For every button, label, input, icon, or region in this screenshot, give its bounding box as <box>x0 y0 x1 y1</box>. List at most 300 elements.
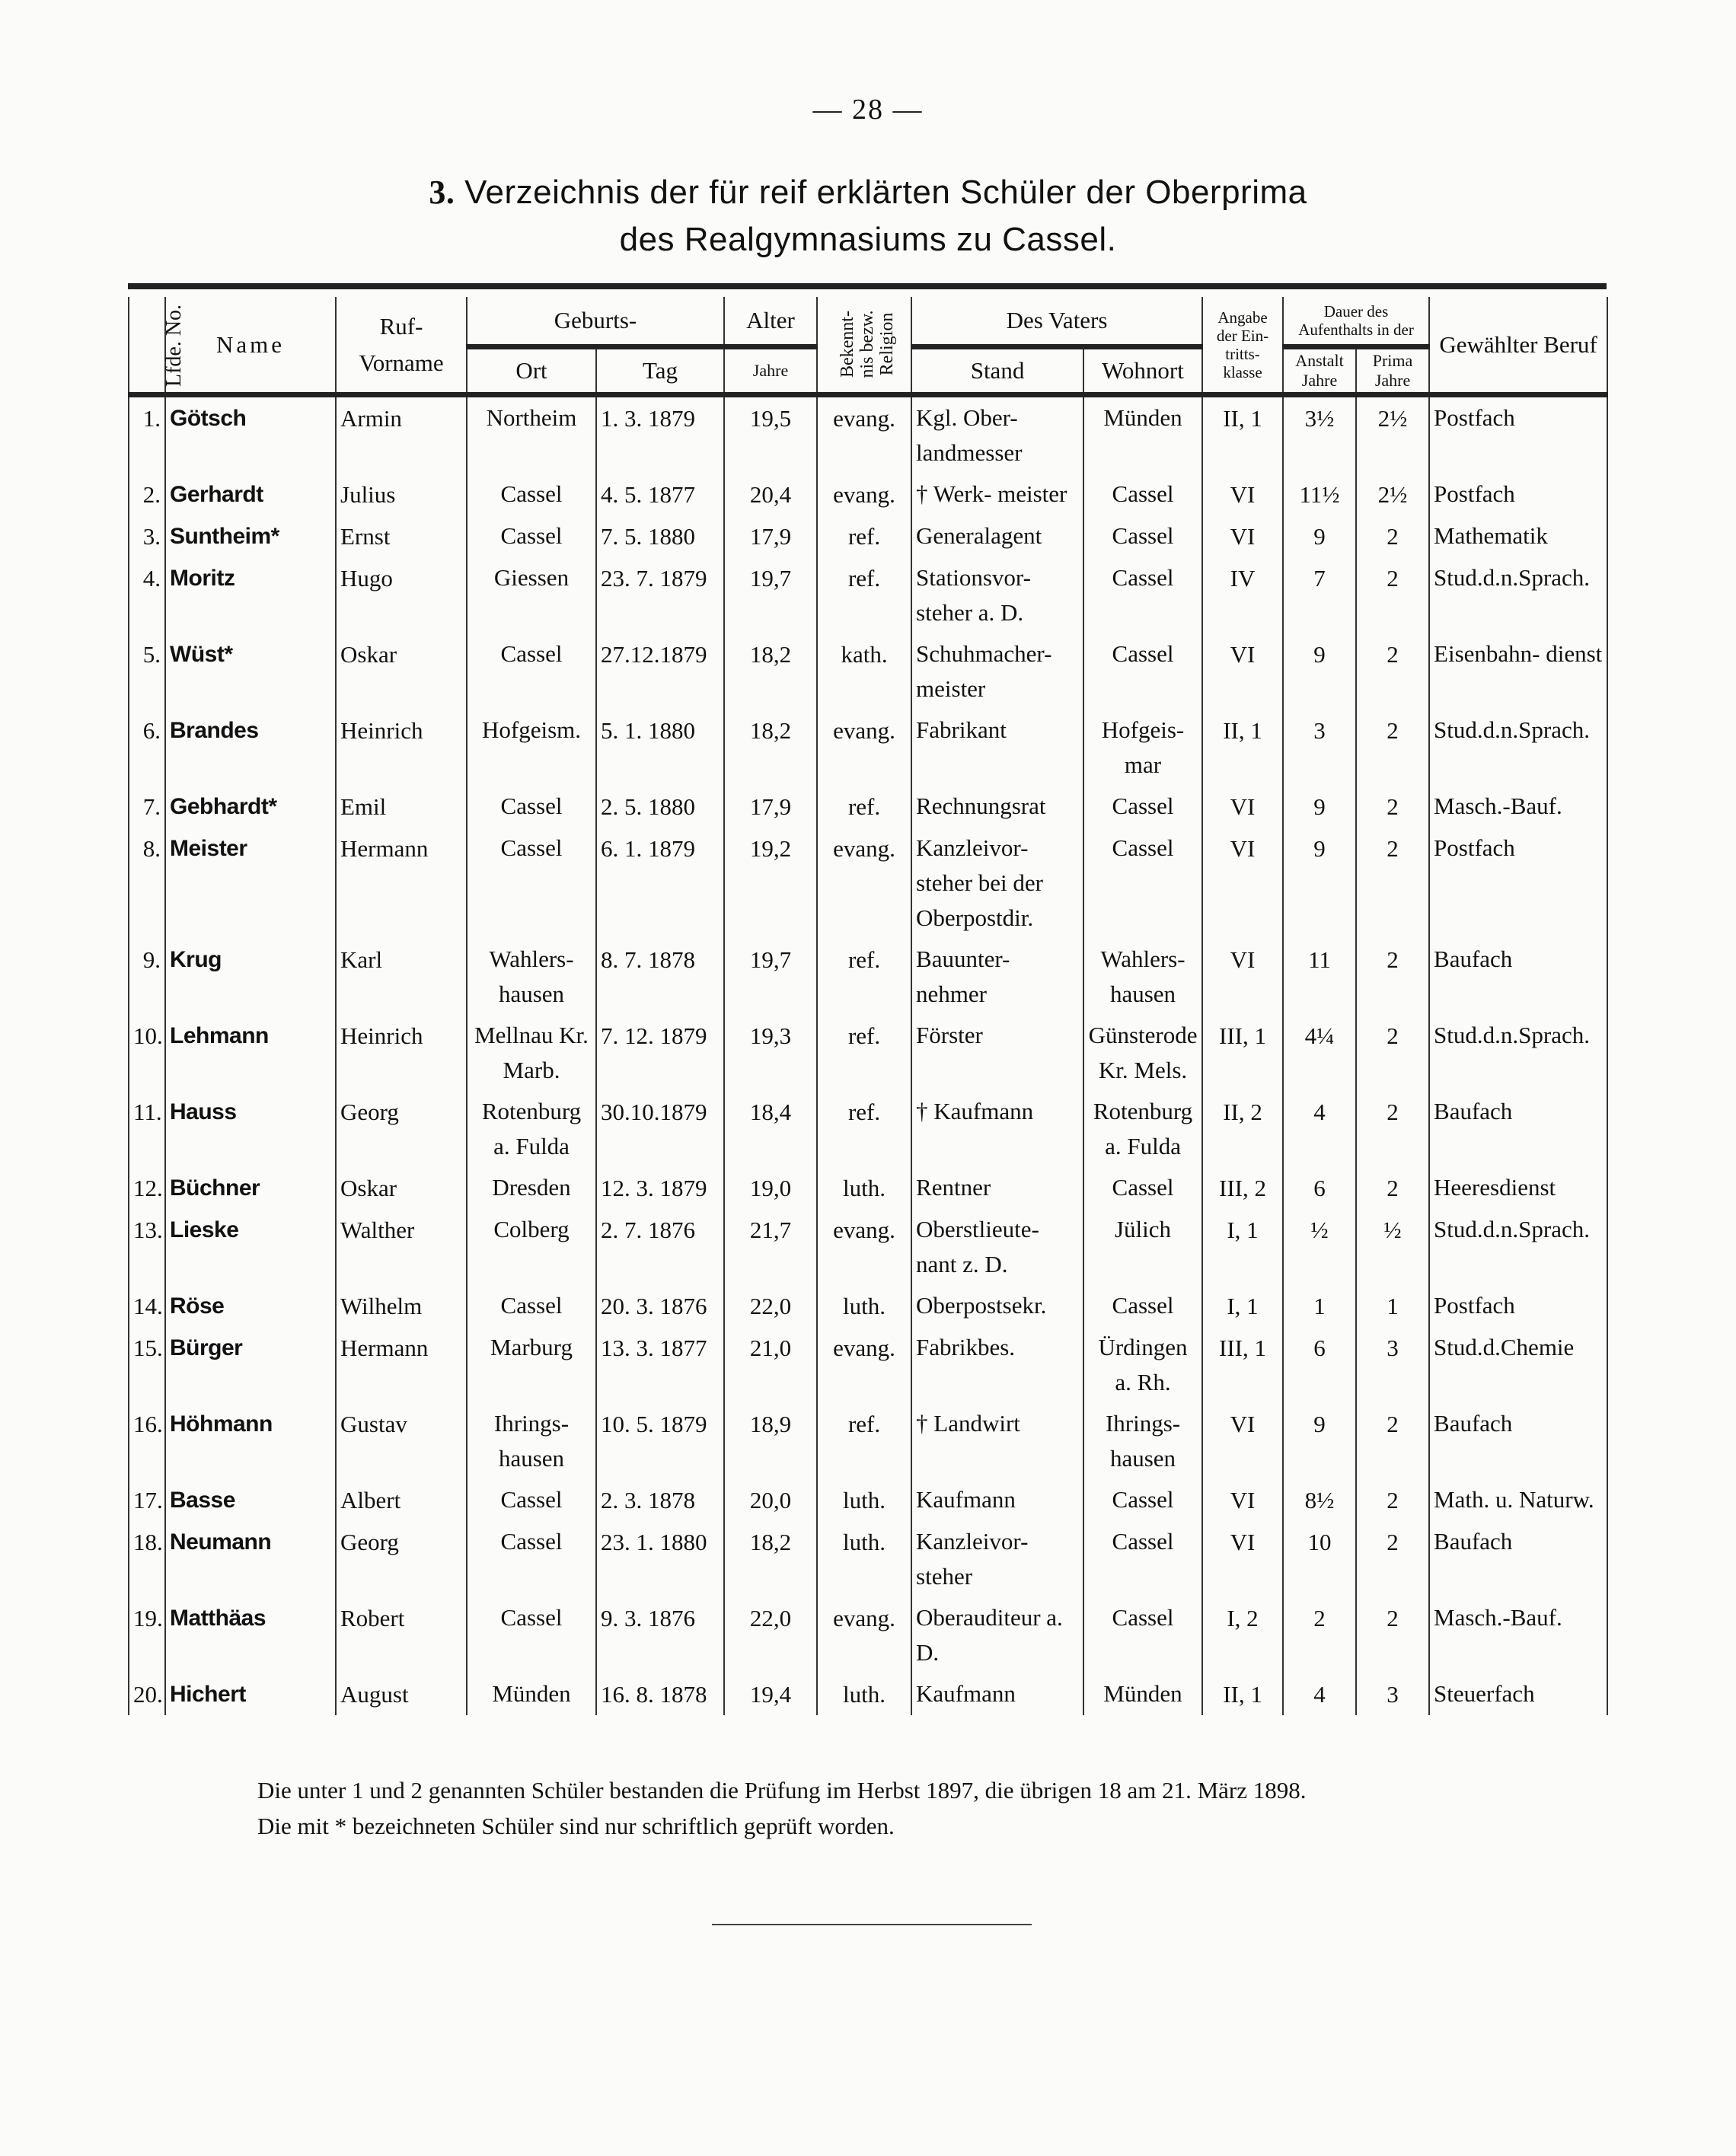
years-prima-cell: 2 <box>1356 828 1429 939</box>
age-cell: 22,0 <box>724 1285 817 1327</box>
row-number-cell: 5. <box>129 633 165 710</box>
years-school-cell: 9 <box>1283 515 1356 557</box>
age-cell: 21,0 <box>724 1327 817 1403</box>
title-line-2: des Realgymnasiums zu Cassel. <box>619 221 1117 258</box>
chosen-career-cell: Postfach <box>1429 828 1607 939</box>
years-school-cell: 3 <box>1283 710 1356 786</box>
father-occupation-cell: Oberstlieute- nant z. D. <box>911 1209 1083 1285</box>
father-residence-cell: Cassel <box>1083 633 1202 710</box>
table-row <box>129 1209 1607 1285</box>
chosen-career-cell: Stud.d.n.Sprach. <box>1429 1015 1607 1091</box>
age-cell: 18,2 <box>724 633 817 710</box>
entry-class-cell: III, 1 <box>1202 1015 1283 1091</box>
entry-class-cell: VI <box>1202 1521 1283 1597</box>
chosen-career-cell: Stud.d.Chemie <box>1429 1327 1607 1403</box>
years-prima-cell: 1 <box>1356 1285 1429 1327</box>
first-name-cell: Ernst <box>336 515 467 557</box>
row-number-cell: 7. <box>129 786 165 828</box>
father-occupation-cell: Förster <box>911 1015 1083 1091</box>
student-name-cell: Brandes <box>165 710 336 786</box>
birth-place-cell: Northeim <box>467 395 596 474</box>
father-occupation-cell: Oberauditeur a. D. <box>911 1597 1083 1673</box>
father-residence-cell: Hofgeis- mar <box>1083 710 1202 786</box>
table-row <box>129 395 1607 474</box>
header-beruf: Gewählter Beruf <box>1429 297 1607 395</box>
row-number-cell: 9. <box>129 939 165 1015</box>
header-des-vaters: Des Vaters <box>911 297 1202 347</box>
years-school-cell: 3½ <box>1283 395 1356 474</box>
header-bekenntnis: Bekennt- nis bezw. Religion <box>817 297 911 395</box>
table-row <box>129 557 1607 633</box>
entry-class-cell: VI <box>1202 1403 1283 1479</box>
father-occupation-cell: Fabrikant <box>911 710 1083 786</box>
first-name-cell: Oskar <box>336 1167 467 1209</box>
father-occupation-cell: Stationsvor- steher a. D. <box>911 557 1083 633</box>
birth-date-cell: 13. 3. 1877 <box>596 1327 724 1403</box>
father-occupation-cell: † Werk- meister <box>911 474 1083 515</box>
years-school-cell: 4¼ <box>1283 1015 1356 1091</box>
table-row <box>129 1673 1607 1715</box>
birth-place-cell: Cassel <box>467 1285 596 1327</box>
years-prima-cell: 2 <box>1356 515 1429 557</box>
entry-class-cell: III, 1 <box>1202 1327 1283 1403</box>
first-name-cell: Albert <box>336 1479 467 1521</box>
years-school-cell: 2 <box>1283 1597 1356 1673</box>
birth-place-cell: Cassel <box>467 828 596 939</box>
header-jahre: Jahre <box>724 347 817 395</box>
student-name-cell: Matthäas <box>165 1597 336 1673</box>
age-cell: 18,9 <box>724 1403 817 1479</box>
top-rule <box>128 283 1607 289</box>
first-name-cell: Emil <box>336 786 467 828</box>
birth-date-cell: 8. 7. 1878 <box>596 939 724 1015</box>
religion-cell: ref. <box>817 1403 911 1479</box>
age-cell: 19,7 <box>724 557 817 633</box>
row-number-cell: 2. <box>129 474 165 515</box>
first-name-cell: Georg <box>336 1521 467 1597</box>
father-residence-cell: Cassel <box>1083 1521 1202 1597</box>
birth-date-cell: 23. 1. 1880 <box>596 1521 724 1597</box>
birth-date-cell: 4. 5. 1877 <box>596 474 724 515</box>
birth-date-cell: 23. 7. 1879 <box>596 557 724 633</box>
years-prima-cell: 2 <box>1356 1597 1429 1673</box>
bottom-rule <box>712 1924 1032 1925</box>
table-row <box>129 474 1607 515</box>
years-prima-cell: ½ <box>1356 1209 1429 1285</box>
father-occupation-cell: Generalagent <box>911 515 1083 557</box>
row-number-cell: 13. <box>129 1209 165 1285</box>
religion-cell: ref. <box>817 1015 911 1091</box>
years-prima-cell: 2 <box>1356 1403 1429 1479</box>
row-number-cell: 6. <box>129 710 165 786</box>
chosen-career-cell: Heeresdienst <box>1429 1167 1607 1209</box>
years-school-cell: ½ <box>1283 1209 1356 1285</box>
age-cell: 21,7 <box>724 1209 817 1285</box>
first-name-cell: Walther <box>336 1209 467 1285</box>
religion-cell: evang. <box>817 395 911 474</box>
religion-cell: luth. <box>817 1167 911 1209</box>
chosen-career-cell: Steuerfach <box>1429 1673 1607 1715</box>
years-prima-cell: 2 <box>1356 939 1429 1015</box>
chosen-career-cell: Baufach <box>1429 939 1607 1015</box>
birth-date-cell: 27.12.1879 <box>596 633 724 710</box>
header-alter: Alter <box>724 297 817 347</box>
row-number-cell: 4. <box>129 557 165 633</box>
table-row <box>129 828 1607 939</box>
chosen-career-cell: Postfach <box>1429 395 1607 474</box>
chosen-career-cell: Baufach <box>1429 1521 1607 1597</box>
header-rufvorname: Ruf- Vorname <box>336 297 467 395</box>
father-residence-cell: Günsterode Kr. Mels. <box>1083 1015 1202 1091</box>
entry-class-cell: VI <box>1202 828 1283 939</box>
header-geburts: Geburts- <box>467 297 724 347</box>
table-row <box>129 1091 1607 1167</box>
row-number-cell: 3. <box>129 515 165 557</box>
row-number-cell: 11. <box>129 1091 165 1167</box>
student-name-cell: Röse <box>165 1285 336 1327</box>
entry-class-cell: VI <box>1202 515 1283 557</box>
birth-place-cell: Dresden <box>467 1167 596 1209</box>
religion-cell: evang. <box>817 828 911 939</box>
birth-place-cell: Wahlers- hausen <box>467 939 596 1015</box>
birth-date-cell: 7. 5. 1880 <box>596 515 724 557</box>
first-name-cell: Heinrich <box>336 710 467 786</box>
birth-place-cell: Cassel <box>467 474 596 515</box>
row-number-cell: 8. <box>129 828 165 939</box>
years-school-cell: 7 <box>1283 557 1356 633</box>
birth-place-cell: Cassel <box>467 1479 596 1521</box>
chosen-career-cell: Mathematik <box>1429 515 1607 557</box>
birth-date-cell: 2. 7. 1876 <box>596 1209 724 1285</box>
birth-date-cell: 10. 5. 1879 <box>596 1403 724 1479</box>
student-name-cell: Krug <box>165 939 336 1015</box>
father-occupation-cell: Kanzleivor- steher bei der Oberpostdir. <box>911 828 1083 939</box>
footnote-1: Die unter 1 und 2 genannten Schüler bestanden die Prüfung im Herbst 1897, die übrigen 18 am 21. März 1898. <box>257 1777 1307 1804</box>
header-prima: Prima Jahre <box>1356 347 1429 395</box>
first-name-cell: Karl <box>336 939 467 1015</box>
religion-cell: ref. <box>817 786 911 828</box>
religion-cell: ref. <box>817 515 911 557</box>
student-name-cell: Gebhardt* <box>165 786 336 828</box>
religion-cell: evang. <box>817 474 911 515</box>
row-number-cell: 16. <box>129 1403 165 1479</box>
first-name-cell: Gustav <box>336 1403 467 1479</box>
table-row <box>129 786 1607 828</box>
birth-date-cell: 1. 3. 1879 <box>596 395 724 474</box>
table-row <box>129 633 1607 710</box>
years-school-cell: 1 <box>1283 1285 1356 1327</box>
father-occupation-cell: Kaufmann <box>911 1673 1083 1715</box>
entry-class-cell: II, 1 <box>1202 1673 1283 1715</box>
page-title <box>0 169 1736 263</box>
student-name-cell: Lehmann <box>165 1015 336 1091</box>
row-number-cell: 1. <box>129 395 165 474</box>
birth-date-cell: 12. 3. 1879 <box>596 1167 724 1209</box>
age-cell: 19,4 <box>724 1673 817 1715</box>
father-residence-cell: Cassel <box>1083 1479 1202 1521</box>
table-row <box>129 1167 1607 1209</box>
title-text-1: Verzeichnis der für reif erklärten Schüler der Oberprima <box>464 174 1307 211</box>
first-name-cell: Robert <box>336 1597 467 1673</box>
row-number-cell: 17. <box>129 1479 165 1521</box>
birth-date-cell: 6. 1. 1879 <box>596 828 724 939</box>
years-prima-cell: 3 <box>1356 1673 1429 1715</box>
father-occupation-cell: Bauunter- nehmer <box>911 939 1083 1015</box>
first-name-cell: Julius <box>336 474 467 515</box>
student-name-cell: Hauss <box>165 1091 336 1167</box>
birth-date-cell: 9. 3. 1876 <box>596 1597 724 1673</box>
student-name-cell: Lieske <box>165 1209 336 1285</box>
table-row <box>129 939 1607 1015</box>
age-cell: 17,9 <box>724 786 817 828</box>
father-occupation-cell: Rechnungsrat <box>911 786 1083 828</box>
table-row <box>129 1015 1607 1091</box>
chosen-career-cell: Stud.d.n.Sprach. <box>1429 1209 1607 1285</box>
student-name-cell: Götsch <box>165 395 336 474</box>
chosen-career-cell: Stud.d.n.Sprach. <box>1429 710 1607 786</box>
row-number-cell: 20. <box>129 1673 165 1715</box>
father-occupation-cell: Kgl. Ober- landmesser <box>911 395 1083 474</box>
religion-cell: evang. <box>817 1327 911 1403</box>
entry-class-cell: II, 1 <box>1202 710 1283 786</box>
row-number-cell: 15. <box>129 1327 165 1403</box>
years-school-cell: 8½ <box>1283 1479 1356 1521</box>
years-school-cell: 9 <box>1283 1403 1356 1479</box>
row-number-cell: 19. <box>129 1597 165 1673</box>
age-cell: 19,2 <box>724 828 817 939</box>
age-cell: 18,2 <box>724 710 817 786</box>
student-name-cell: Neumann <box>165 1521 336 1597</box>
age-cell: 19,3 <box>724 1015 817 1091</box>
birth-place-cell: Cassel <box>467 786 596 828</box>
header-wohnort: Wohnort <box>1083 347 1202 395</box>
birth-date-cell: 2. 3. 1878 <box>596 1479 724 1521</box>
chosen-career-cell: Baufach <box>1429 1091 1607 1167</box>
birth-place-cell: Cassel <box>467 1521 596 1597</box>
father-residence-cell: Jülich <box>1083 1209 1202 1285</box>
father-occupation-cell: Oberpostsekr. <box>911 1285 1083 1327</box>
years-prima-cell: 2 <box>1356 786 1429 828</box>
row-number-cell: 10. <box>129 1015 165 1091</box>
age-cell: 19,5 <box>724 395 817 474</box>
chosen-career-cell: Masch.-Bauf. <box>1429 786 1607 828</box>
row-number-cell: 12. <box>129 1167 165 1209</box>
page-number: — 28 — <box>812 94 924 126</box>
years-prima-cell: 2½ <box>1356 474 1429 515</box>
religion-cell: ref. <box>817 1091 911 1167</box>
chosen-career-cell: Baufach <box>1429 1403 1607 1479</box>
years-school-cell: 6 <box>1283 1167 1356 1209</box>
years-school-cell: 4 <box>1283 1091 1356 1167</box>
first-name-cell: Hermann <box>336 828 467 939</box>
chosen-career-cell: Postfach <box>1429 474 1607 515</box>
years-prima-cell: 2 <box>1356 633 1429 710</box>
age-cell: 17,9 <box>724 515 817 557</box>
religion-cell: evang. <box>817 710 911 786</box>
birth-place-cell: Marburg <box>467 1327 596 1403</box>
first-name-cell: Hermann <box>336 1327 467 1403</box>
father-residence-cell: Ihrings- hausen <box>1083 1403 1202 1479</box>
birth-date-cell: 30.10.1879 <box>596 1091 724 1167</box>
father-occupation-cell: Fabrikbes. <box>911 1327 1083 1403</box>
religion-cell: luth. <box>817 1285 911 1327</box>
father-residence-cell: Cassel <box>1083 786 1202 828</box>
religion-cell: ref. <box>817 939 911 1015</box>
father-occupation-cell: Rentner <box>911 1167 1083 1209</box>
entry-class-cell: VI <box>1202 1479 1283 1521</box>
table-row <box>129 1479 1607 1521</box>
father-residence-cell: Cassel <box>1083 1167 1202 1209</box>
father-occupation-cell: Kanzleivor- steher <box>911 1521 1083 1597</box>
entry-class-cell: VI <box>1202 786 1283 828</box>
table-row <box>129 1327 1607 1403</box>
header-lfde-no: Lfde. No. <box>129 297 165 395</box>
first-name-cell: Armin <box>336 395 467 474</box>
birth-place-cell: Hofgeism. <box>467 710 596 786</box>
first-name-cell: Wilhelm <box>336 1285 467 1327</box>
header-ort: Ort <box>467 347 596 395</box>
first-name-cell: Hugo <box>336 557 467 633</box>
father-residence-cell: Cassel <box>1083 1285 1202 1327</box>
years-school-cell: 9 <box>1283 633 1356 710</box>
years-prima-cell: 2 <box>1356 1167 1429 1209</box>
student-name-cell: Moritz <box>165 557 336 633</box>
birth-place-cell: Rotenburg a. Fulda <box>467 1091 596 1167</box>
row-number-cell: 14. <box>129 1285 165 1327</box>
father-residence-cell: Cassel <box>1083 1597 1202 1673</box>
header-stand: Stand <box>911 347 1083 395</box>
entry-class-cell: VI <box>1202 474 1283 515</box>
father-residence-cell: Münden <box>1083 395 1202 474</box>
birth-date-cell: 20. 3. 1876 <box>596 1285 724 1327</box>
chosen-career-cell: Eisenbahn- dienst <box>1429 633 1607 710</box>
years-prima-cell: 2 <box>1356 710 1429 786</box>
first-name-cell: Georg <box>336 1091 467 1167</box>
chosen-career-cell: Stud.d.n.Sprach. <box>1429 557 1607 633</box>
age-cell: 20,0 <box>724 1479 817 1521</box>
father-residence-cell: Cassel <box>1083 828 1202 939</box>
header-name: Name <box>165 297 336 395</box>
father-residence-cell: Rotenburg a. Fulda <box>1083 1091 1202 1167</box>
religion-cell: ref. <box>817 557 911 633</box>
religion-cell: kath. <box>817 633 911 710</box>
student-name-cell: Basse <box>165 1479 336 1521</box>
table-row <box>129 515 1607 557</box>
years-school-cell: 11 <box>1283 939 1356 1015</box>
years-prima-cell: 2 <box>1356 557 1429 633</box>
father-residence-cell: Cassel <box>1083 557 1202 633</box>
father-occupation-cell: Kaufmann <box>911 1479 1083 1521</box>
father-residence-cell: Cassel <box>1083 515 1202 557</box>
birth-place-cell: Colberg <box>467 1209 596 1285</box>
table-row <box>129 1597 1607 1673</box>
age-cell: 22,0 <box>724 1597 817 1673</box>
first-name-cell: Oskar <box>336 633 467 710</box>
table-row <box>129 1285 1607 1327</box>
header-tag: Tag <box>596 347 724 395</box>
table-row <box>129 710 1607 786</box>
years-school-cell: 9 <box>1283 828 1356 939</box>
header-angabe: Angabe der Ein- tritts- klasse <box>1202 297 1283 395</box>
chosen-career-cell: Masch.-Bauf. <box>1429 1597 1607 1673</box>
student-name-cell: Höhmann <box>165 1403 336 1479</box>
entry-class-cell: I, 1 <box>1202 1285 1283 1327</box>
chosen-career-cell: Math. u. Naturw. <box>1429 1479 1607 1521</box>
entry-class-cell: III, 2 <box>1202 1167 1283 1209</box>
table-row <box>129 1521 1607 1597</box>
birth-place-cell: Mellnau Kr. Marb. <box>467 1015 596 1091</box>
age-cell: 20,4 <box>724 474 817 515</box>
first-name-cell: August <box>336 1673 467 1715</box>
father-residence-cell: Münden <box>1083 1673 1202 1715</box>
father-residence-cell: Wahlers- hausen <box>1083 939 1202 1015</box>
years-prima-cell: 2 <box>1356 1091 1429 1167</box>
father-residence-cell: Ürdingen a. Rh. <box>1083 1327 1202 1403</box>
birth-place-cell: Münden <box>467 1673 596 1715</box>
religion-cell: luth. <box>817 1521 911 1597</box>
entry-class-cell: II, 2 <box>1202 1091 1283 1167</box>
student-name-cell: Hichert <box>165 1673 336 1715</box>
father-residence-cell: Cassel <box>1083 474 1202 515</box>
student-name-cell: Büchner <box>165 1167 336 1209</box>
title-number: 3. <box>429 174 455 211</box>
student-name-cell: Meister <box>165 828 336 939</box>
entry-class-cell: I, 1 <box>1202 1209 1283 1285</box>
religion-cell: luth. <box>817 1673 911 1715</box>
student-name-cell: Wüst* <box>165 633 336 710</box>
religion-cell: evang. <box>817 1209 911 1285</box>
entry-class-cell: VI <box>1202 939 1283 1015</box>
header-dauer: Dauer des Aufenthalts in der <box>1283 297 1429 347</box>
father-occupation-cell: † Kaufmann <box>911 1091 1083 1167</box>
header-anstalt: Anstalt Jahre <box>1283 347 1356 395</box>
entry-class-cell: IV <box>1202 557 1283 633</box>
years-prima-cell: 2½ <box>1356 395 1429 474</box>
years-school-cell: 11½ <box>1283 474 1356 515</box>
entry-class-cell: I, 2 <box>1202 1597 1283 1673</box>
birth-place-cell: Cassel <box>467 633 596 710</box>
religion-cell: evang. <box>817 1597 911 1673</box>
years-school-cell: 6 <box>1283 1327 1356 1403</box>
religion-cell: luth. <box>817 1479 911 1521</box>
years-school-cell: 10 <box>1283 1521 1356 1597</box>
birth-date-cell: 5. 1. 1880 <box>596 710 724 786</box>
student-name-cell: Suntheim* <box>165 515 336 557</box>
years-school-cell: 4 <box>1283 1673 1356 1715</box>
chosen-career-cell: Postfach <box>1429 1285 1607 1327</box>
birth-place-cell: Cassel <box>467 515 596 557</box>
age-cell: 18,4 <box>724 1091 817 1167</box>
age-cell: 19,0 <box>724 1167 817 1209</box>
father-occupation-cell: Schuhmacher- meister <box>911 633 1083 710</box>
years-school-cell: 9 <box>1283 786 1356 828</box>
father-occupation-cell: † Landwirt <box>911 1403 1083 1479</box>
footnotes <box>257 1772 1628 1844</box>
footnote-2: Die mit * bezeichneten Schüler sind nur schriftlich geprüft worden. <box>257 1813 895 1839</box>
register-body <box>129 395 1607 1716</box>
years-prima-cell: 3 <box>1356 1327 1429 1403</box>
entry-class-cell: VI <box>1202 633 1283 710</box>
entry-class-cell: II, 1 <box>1202 395 1283 474</box>
first-name-cell: Heinrich <box>336 1015 467 1091</box>
table-row <box>129 1403 1607 1479</box>
birth-date-cell: 16. 8. 1878 <box>596 1673 724 1715</box>
years-prima-cell: 2 <box>1356 1015 1429 1091</box>
row-number-cell: 18. <box>129 1521 165 1597</box>
register-table <box>128 297 1608 1715</box>
birth-place-cell: Ihrings- hausen <box>467 1403 596 1479</box>
student-name-cell: Gerhardt <box>165 474 336 515</box>
